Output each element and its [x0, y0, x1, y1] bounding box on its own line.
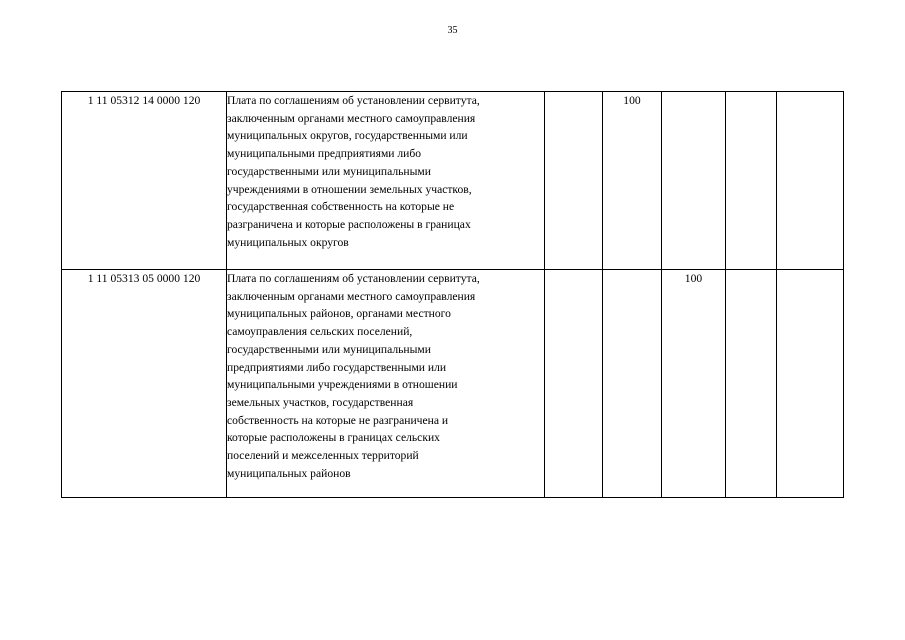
- description-line: муниципальных районов, органами местного: [227, 307, 451, 321]
- value-cell-5: [777, 270, 844, 498]
- description-line: государственными или муниципальными: [227, 164, 431, 178]
- page-number: 35: [447, 25, 458, 36]
- budget-code-cell: 1 11 05312 14 0000 120: [62, 92, 227, 270]
- description-line: разграничена и которые расположены в границах: [227, 217, 471, 231]
- description-line: заключенным органами местного самоуправления: [227, 289, 476, 303]
- revenue-table: [61, 91, 844, 498]
- description-line: государственными или муниципальными: [227, 342, 431, 356]
- description-line: Плата по соглашениям об установлении сервитута,: [227, 272, 480, 285]
- value-cell-1: [545, 92, 603, 270]
- description-line: муниципальными предприятиями либо: [227, 147, 422, 161]
- description-line: земельных участков, государственная: [227, 395, 414, 409]
- description-line: поселений и межселенных территорий: [227, 449, 419, 463]
- description-line: муниципальных округов, государственными или: [227, 129, 468, 143]
- value-cell-4: [726, 92, 777, 270]
- value-cell-4: [726, 270, 777, 498]
- table-row: [62, 270, 844, 498]
- description-cell: [227, 270, 545, 498]
- description-line: которые расположены в границах сельских: [227, 431, 440, 445]
- value-cell-1: [545, 270, 603, 498]
- description-line: муниципальных районов: [227, 466, 351, 480]
- description-line: предприятиями либо государственными или: [227, 360, 447, 374]
- value-cell-2: [603, 270, 662, 498]
- value-cell-3: [662, 92, 726, 270]
- budget-code-cell: 1 11 05313 05 0000 120: [62, 270, 227, 498]
- description-line: самоуправления сельских поселений,: [227, 325, 413, 339]
- description-line: муниципальными учреждениями в отношении: [227, 378, 458, 392]
- description-line: Плата по соглашениям об установлении сервитута,: [227, 94, 480, 107]
- value-cell-5: [777, 92, 844, 270]
- description-cell: [227, 92, 545, 270]
- description-line: собственность на которые не разграничена и: [227, 413, 449, 427]
- description-line: государственная собственность на которые не: [227, 200, 455, 214]
- table-row: [62, 92, 844, 270]
- value-cell-2: 100: [603, 92, 662, 270]
- description-line: учреждениями в отношении земельных участков,: [227, 182, 472, 196]
- value-cell-3: 100: [662, 270, 726, 498]
- description-line: заключенным органами местного самоуправления: [227, 111, 476, 125]
- description-line: муниципальных округов: [227, 235, 349, 249]
